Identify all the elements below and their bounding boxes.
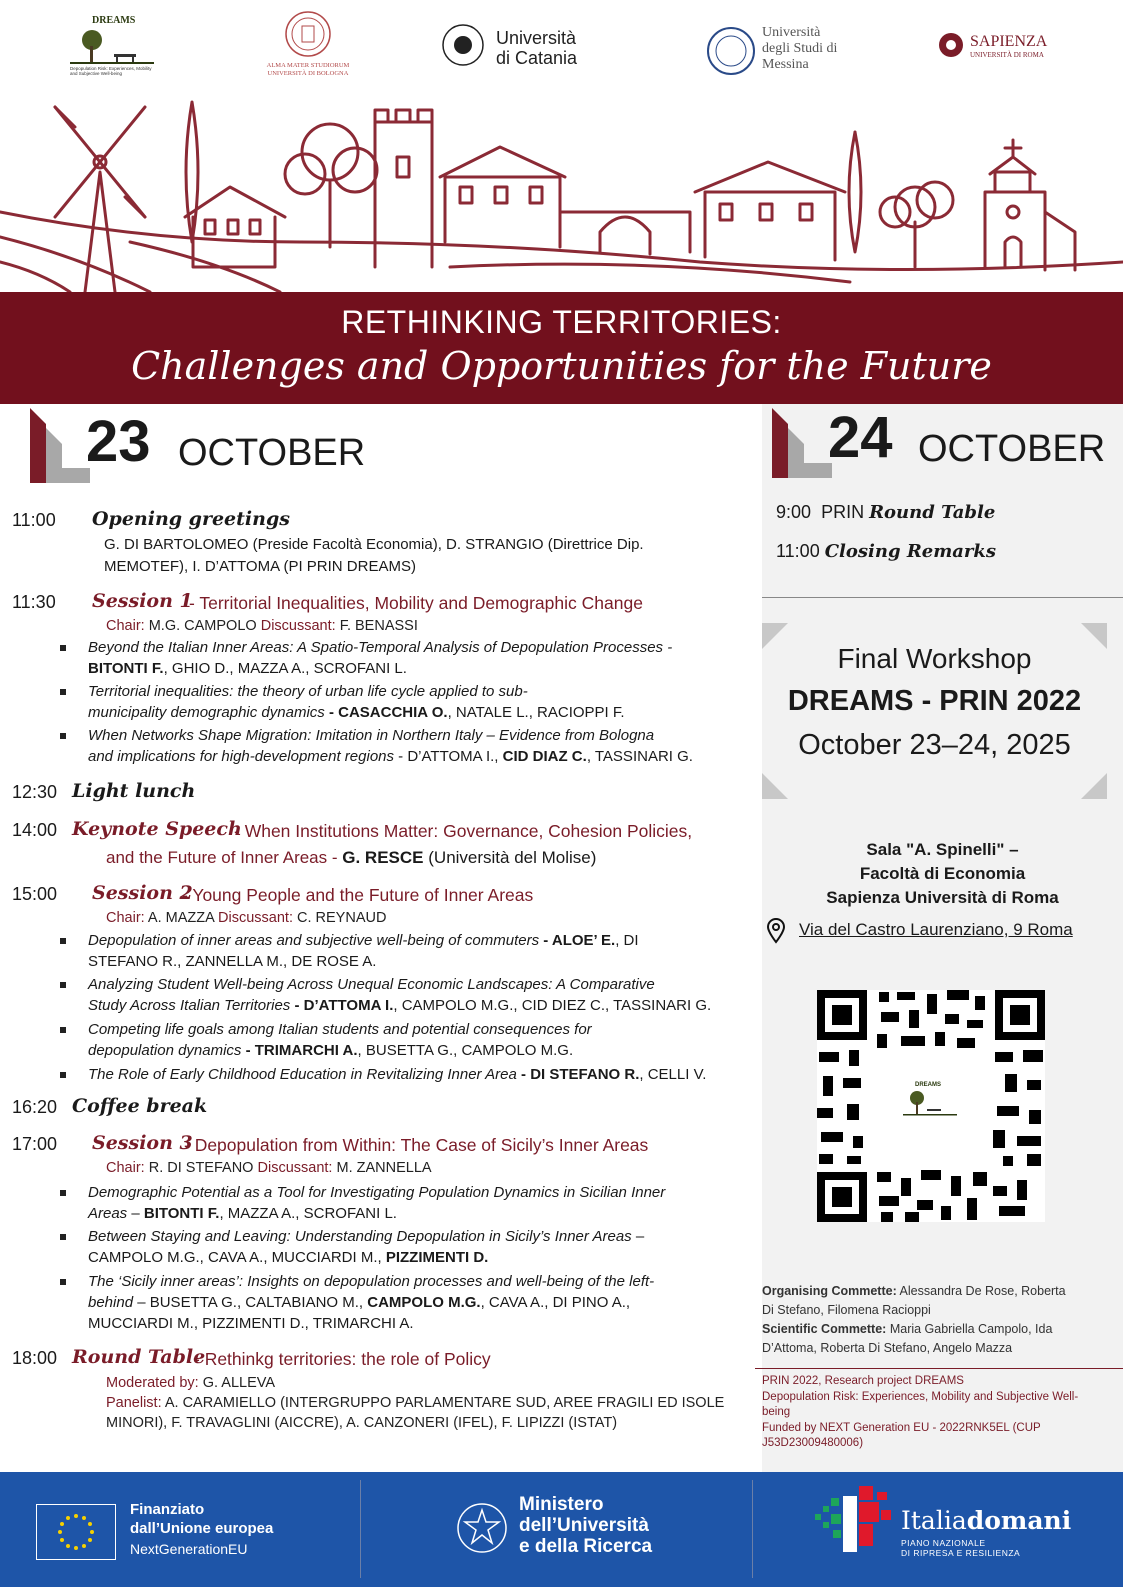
chair-label: Chair: [106, 618, 145, 634]
dreams-logo-name: DREAMS [92, 15, 136, 26]
round-table-panelists [106, 1395, 724, 1411]
venue [762, 838, 1123, 910]
messina-line1: Università [762, 25, 821, 40]
banner-title: RETHINKING TERRITORIES: [341, 304, 782, 340]
session3-meta [106, 1160, 432, 1176]
bullet-icon [60, 1279, 66, 1285]
moderator-label: Moderated by: [106, 1375, 199, 1391]
location-pin-icon [766, 918, 786, 944]
discussant-label: Discussant: [218, 910, 293, 926]
workshop-line1: Final Workshop [837, 643, 1032, 674]
paper-authors: - D’ATTOMA I., [394, 748, 503, 765]
paper-line [88, 1182, 758, 1203]
day2-prin: PRIN [821, 502, 865, 522]
paper [88, 974, 758, 1016]
paper-line [88, 725, 758, 746]
mur-line2: dell’Università [519, 1515, 649, 1536]
paper-title: Between Staying and Leaving: Understanding Depopulation in Sicily’s Inner Areas [88, 1228, 632, 1245]
sapienza-line2: UNIVERSITÀ DI ROMA [970, 51, 1044, 59]
italian-emblem-icon [455, 1498, 509, 1558]
opening-text-2: MEMOTEF), I. D’ATTOMA (PI PRIN DREAMS) [104, 558, 416, 575]
italia-domani-wordmark [901, 1506, 1071, 1535]
paper-authors: , CELLI V. [639, 1066, 707, 1083]
committees [762, 1282, 1107, 1358]
day1-month: OCTOBER [178, 432, 366, 474]
paper-title: Demographic Potential as a Tool for Investigating Population Dynamics in Sicilian Inner [88, 1184, 666, 1201]
session2-meta [106, 910, 386, 926]
paper-authors: – BUSETTA G., CALTABIANO M., [133, 1294, 368, 1311]
bologna-line1: ALMA MATER STUDIORUM [266, 62, 350, 69]
session3-title: - Depopulation from Within: The Case of Sicily’s Inner Areas [184, 1135, 649, 1155]
day2-closing-label: Closing Remarks [824, 541, 997, 562]
time-1400: 14:00 [12, 820, 58, 840]
paper-presenter: PIZZIMENTI D. [385, 1249, 489, 1266]
paper [88, 1019, 753, 1061]
time-1500: 15:00 [12, 884, 58, 904]
italia-word: Italia [901, 1506, 967, 1535]
time-1700: 17:00 [12, 1134, 58, 1154]
bullet-icon [60, 1234, 66, 1240]
chair-label: Chair: [106, 1160, 145, 1176]
session2-title: - Young People and the Future of Inner Areas [182, 885, 534, 905]
paper-title: The ‘Sicily inner areas’: Insights on depopulation processes and well-being of the left- [88, 1273, 655, 1290]
paper-line [88, 1313, 753, 1334]
round-table-title: - Rethinkg territories: the role of Policy [194, 1349, 491, 1369]
day2-time-0900: 9:00 [776, 502, 812, 522]
session1-meta [106, 618, 418, 634]
eu-line2: dall’Unione europea [130, 1520, 274, 1537]
bullet-icon [60, 689, 66, 695]
paper-line [88, 1019, 753, 1040]
day-corner-icon [772, 408, 832, 478]
day2-header [772, 405, 1117, 488]
panelist-line1: A. CARAMIELLO (INTERGRUPPO PARLAMENTARE SUD, AREE FRAGILI ED ISOLE [164, 1395, 725, 1411]
italia-domani-pixel-icon [815, 1486, 895, 1562]
session1-title: - Territorial Inequalities, Mobility and Demographic Change [189, 593, 643, 613]
paper-presenter: - TRIMARCHI A. [241, 1042, 358, 1059]
day2-round-table-label: Round Table [869, 502, 996, 523]
paper-title-cont: and implications for high-development regions [88, 748, 395, 765]
paper-line [88, 681, 753, 702]
paper-title: Competing life goals among Italian students and potential consequences for [88, 1021, 592, 1038]
keynote-title: - When Institutions Matter: Governance, Cohesion Policies, [234, 821, 693, 841]
paper-authors-end: , MAZZA A., SCROFANI L. [219, 1205, 397, 1222]
paper-line [88, 1064, 758, 1085]
mur-logo [455, 1494, 705, 1564]
paper-authors: , NATALE L., RACIOPPI F. [447, 704, 625, 721]
qr-code[interactable] [817, 990, 1045, 1222]
bologna-line2: UNIVERSITÀ DI BOLOGNA [267, 70, 349, 77]
pnrr-line2: DI RIPRESA E RESILIENZA [901, 1548, 1021, 1558]
chair-name: M.G. CAMPOLO [148, 618, 257, 634]
paper [88, 1226, 753, 1268]
paper [88, 725, 758, 767]
paper-line [88, 637, 753, 658]
paper-line [88, 995, 758, 1016]
paper-authors-end: , CAVA A., DI PINO A., [480, 1294, 631, 1311]
sci-committee [762, 1320, 1107, 1339]
paper-line [88, 974, 758, 995]
sapienza-line1: SAPIENZA [970, 33, 1048, 50]
qr-dreams-label: DREAMS [915, 1082, 942, 1088]
paper-presenter: - CASACCHIA O. [324, 704, 448, 721]
paper-presenter: CID DIAZ C. [502, 748, 587, 765]
paper-line [88, 1271, 753, 1292]
keynote-speaker: G. RESCE [342, 848, 424, 867]
paper [88, 637, 753, 679]
round-table-moderator [106, 1375, 275, 1391]
day2-time-1100: 11:00 [776, 541, 820, 561]
footer-funding-bar [0, 1472, 1123, 1587]
discussant-name: C. REYNAUD [297, 910, 387, 926]
dreams-logo-tagline: Depopulation Risk: Experiences, Mobility and Subjective Well-being [70, 66, 152, 76]
paper-line [88, 1247, 753, 1268]
day2-month: OCTOBER [918, 428, 1106, 470]
keynote-line2 [106, 848, 596, 868]
paper-presenter: BITONTI F. [88, 660, 164, 677]
eu-line3: NextGenerationEU [130, 1541, 248, 1557]
paper [88, 1064, 758, 1085]
paper-line [88, 1226, 753, 1247]
pnrr-line1: PIANO NAZIONALE [901, 1538, 986, 1548]
paper-title-cont: behind [88, 1294, 134, 1311]
paper-line [88, 746, 758, 767]
day2-number: 24 [828, 405, 893, 470]
catania-line2: di Catania [496, 48, 578, 68]
venue-line1: Sala "A. Spinelli" – [866, 840, 1019, 859]
eu-logo [36, 1501, 336, 1564]
italia-domani-logo [815, 1486, 1072, 1566]
banner-subtitle: Challenges and Opportunities for the Future [131, 344, 992, 388]
bullet-icon [60, 982, 66, 988]
paper-line [88, 1040, 753, 1061]
qr-code-icon [817, 990, 1045, 1222]
sci-committee-label: Scientific Commette: [762, 1322, 887, 1336]
paper-presenter: - ALOE’ E. [539, 932, 616, 949]
org-committee-members: Alessandra De Rose, Roberta [899, 1284, 1066, 1298]
workshop-line3: October 23–24, 2025 [798, 729, 1071, 761]
eu-flag-icon [36, 1504, 116, 1560]
mur-line1: Ministero [519, 1494, 604, 1515]
coffee-break-label: Coffee break [72, 1095, 208, 1117]
bullet-icon [60, 1027, 66, 1033]
chair-name: A. MAZZA [147, 910, 214, 926]
discussant-name: F. BENASSI [339, 618, 418, 634]
sci-committee-members-2: D’Attoma, Roberta Di Stefano, Angelo Mazza [762, 1341, 1013, 1355]
paper-authors-cont: STEFANO R., ZANNELLA M., DE ROSE A. [88, 953, 377, 970]
moderator-name: G. ALLEVA [202, 1375, 276, 1391]
opening-text: G. DI BARTOLOMEO (Preside Facoltà Economia), D. STRANGIO (Direttrice Dip. [104, 536, 644, 553]
paper [88, 930, 753, 972]
org-committee-members-2: Di Stefano, Filomena Racioppi [762, 1303, 931, 1317]
funding-info [762, 1374, 1112, 1452]
sapienza-seal-icon [938, 32, 964, 58]
catania-line1: Università [496, 28, 577, 48]
venue-address-link[interactable]: Via del Castro Laurenziano, 9 Roma [799, 920, 1073, 939]
funding-line1: PRIN 2022, Research project DREAMS [762, 1375, 964, 1387]
session2-label: Session 2 [92, 882, 193, 904]
paper-title: The Role of Early Childhood Education in Revitalizing Inner Area [88, 1066, 517, 1083]
paper-line [88, 930, 753, 951]
paper-title-cont: Areas [88, 1205, 128, 1222]
time-1800: 18:00 [12, 1348, 58, 1368]
paper-authors-end: , TASSINARI G. [586, 748, 693, 765]
sapienza-logo [938, 32, 1088, 72]
paper-line [88, 951, 753, 972]
round-table-label: Round Table [72, 1346, 206, 1368]
paper-line [88, 1292, 753, 1313]
light-lunch-label: Light lunch [72, 780, 196, 802]
paper-title-cont: Study Across Italian Territories [88, 997, 291, 1014]
paper [88, 1182, 758, 1224]
divider [762, 597, 1123, 598]
paper-title-cont: municipality demographic dynamics [88, 704, 325, 721]
paper-line [88, 702, 753, 723]
keynote-affiliation: (Università del Molise) [428, 848, 597, 867]
venue-line3: Sapienza Università di Roma [826, 888, 1059, 907]
bullet-icon [60, 733, 66, 739]
workshop-line2: DREAMS - PRIN 2022 [787, 685, 1082, 717]
funding-line5: J53D23009480006) [762, 1437, 864, 1449]
time-1100: 11:00 [12, 510, 56, 530]
paper-line [88, 658, 753, 679]
paper-presenter: BITONTI F. [143, 1205, 220, 1222]
paper-presenter: - D’ATTOMA I. [290, 997, 394, 1014]
messina-line3: Messina [762, 57, 809, 72]
paper-authors: , GHIO D., MAZZA A., SCROFANI L. [163, 660, 407, 677]
domani-word: domani [966, 1506, 1072, 1535]
footer-divider [752, 1480, 753, 1578]
paper-dash: – [631, 1228, 645, 1245]
funding-line3: being [762, 1406, 791, 1418]
venue-line2: Facoltà di Economia [859, 864, 1026, 883]
paper-authors: , DI [615, 932, 639, 949]
paper [88, 681, 753, 723]
keynote-title-2: and the Future of Inner Areas - [106, 848, 338, 867]
paper-title: Analyzing Student Well-being Across Unequal Economic Landscapes: A Comparative [88, 976, 655, 993]
bullet-icon [60, 938, 66, 944]
bullet-icon [60, 645, 66, 651]
workshop-box [762, 623, 1107, 799]
paper-title-cont: depopulation dynamics [88, 1042, 242, 1059]
paper-authors: – [127, 1205, 144, 1222]
messina-line2: degli Studi di [762, 41, 838, 56]
panelist-label: Panelist: [106, 1395, 162, 1411]
day1-number: 23 [86, 409, 151, 474]
paper-authors-cont: MUCCIARDI M., PIZZIMENTI D., TRIMARCHI A. [88, 1315, 414, 1332]
org-committee-label: Organising Commette: [762, 1284, 897, 1298]
bullet-icon [60, 1190, 66, 1196]
footer-divider [360, 1480, 361, 1578]
time-1230: 12:30 [12, 782, 58, 802]
mur-line3: e della Ricerca [519, 1536, 653, 1557]
funding-line4: Funded by NEXT Generation EU - 2022RNK5EL (CUP [762, 1421, 1041, 1434]
paper-presenter: - DI STEFANO R. [516, 1066, 640, 1083]
bullet-icon [60, 1072, 66, 1078]
discussant-label: Discussant: [257, 1160, 333, 1176]
paper [88, 1271, 753, 1334]
paper-title: Depopulation of inner areas and subjective well-being of commuters [88, 932, 540, 949]
chair-label: Chair: [106, 910, 145, 926]
time-1130: 11:30 [12, 592, 56, 612]
paper-authors: , CAMPOLO M.G., CID DIEZ C., TASSINARI G. [393, 997, 712, 1014]
sci-committee-members: Maria Gabriella Campolo, Ida [889, 1322, 1053, 1336]
paper-authors: , BUSETTA G., CAMPOLO M.G. [357, 1042, 574, 1059]
org-committee [762, 1282, 1107, 1301]
opening-label: Opening greetings [92, 508, 290, 530]
keynote-label: Keynote Speech [72, 818, 242, 840]
funding-line2: Depopulation Risk: Experiences, Mobility and Subjective Well- [762, 1390, 1079, 1403]
time-1620: 16:20 [12, 1097, 58, 1117]
paper-title: When Networks Shape Migration: Imitation in Northern Italy – Evidence from Bologna [88, 727, 655, 744]
discussant-name: M. ZANNELLA [336, 1160, 432, 1176]
paper-authors: CAMPOLO M.G., CAVA A., MUCCIARDI M., [88, 1249, 386, 1266]
paper-title: Territorial inequalities: the theory of urban life cycle applied to sub- [88, 683, 528, 700]
day2-item-2 [776, 541, 996, 562]
paper-presenter: CAMPOLO M.G. [367, 1294, 481, 1311]
paper-line [88, 1203, 758, 1224]
day2-item-1 [776, 502, 995, 523]
divider [755, 1368, 1123, 1369]
session1-label: Session 1 [92, 590, 193, 612]
eu-line1: Finanziato [130, 1501, 205, 1518]
panelist-line2: MINORI), F. TRAVAGLINI (AICCRE), A. CANZONERI (IFEL), F. LIPIZZI (ISTAT) [106, 1415, 618, 1431]
session3-label: Session 3 [92, 1132, 193, 1154]
discussant-label: Discussant: [260, 618, 336, 634]
paper-title: Beyond the Italian Inner Areas: A Spatio-Temporal Analysis of Depopulation Processes - [88, 639, 673, 656]
chair-name: R. DI STEFANO [148, 1160, 254, 1176]
